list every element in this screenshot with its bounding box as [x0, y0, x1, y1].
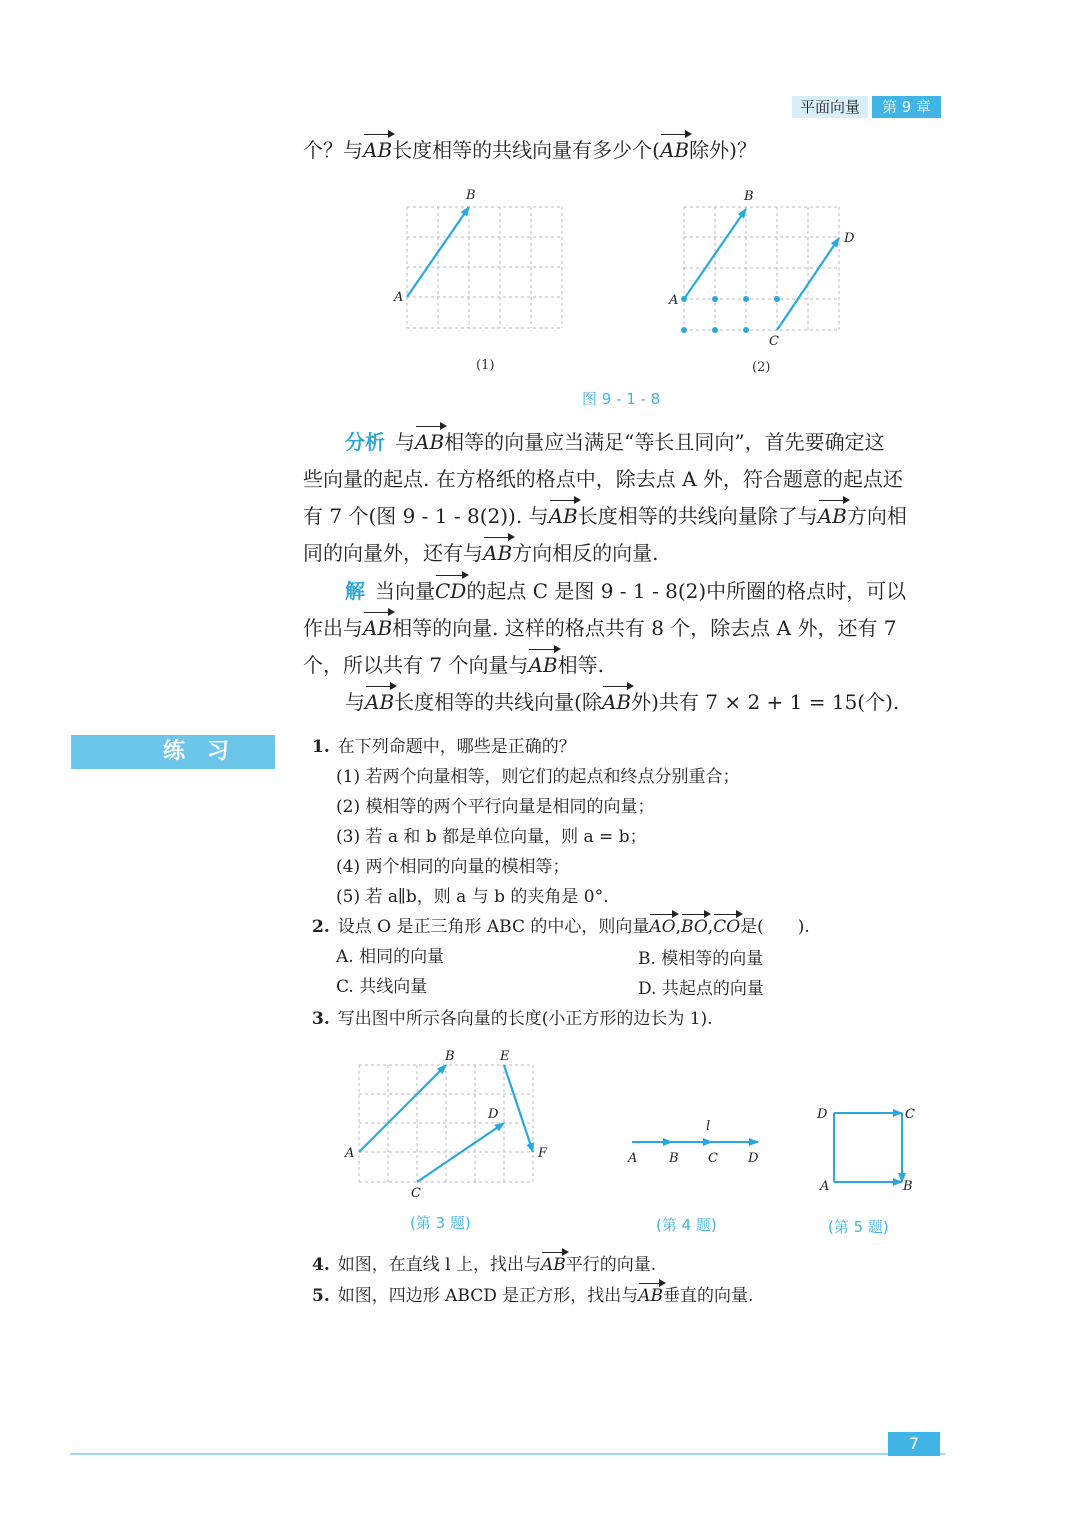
practice-title: 练习 [162, 739, 251, 764]
label-b: B [445, 1049, 455, 1064]
question-text: 垂直的向量. [663, 1286, 754, 1306]
label-c: C [411, 1186, 421, 1201]
vector-ab: AB [818, 498, 847, 535]
label-e: E [500, 1049, 510, 1064]
figure-9-1-8-part2 [665, 180, 865, 345]
question-text: 在下列命题中，哪些是正确的？ [337, 737, 576, 757]
circled-grid-points [681, 296, 780, 333]
subfigure-caption-2: (2) [752, 360, 771, 375]
text: 作出与 [303, 616, 363, 640]
figure-q3 [340, 1045, 560, 1205]
figure-9-1-8-part1 [390, 180, 570, 340]
intro-text: 个？与 [303, 138, 363, 162]
text: 长度相等的共线向量除了与 [577, 504, 818, 528]
vector-ab: AB [541, 1250, 566, 1280]
text: 些向量的起点. 在方格纸的格点中，除去点 A 外，符合题意的起点还 [303, 467, 903, 491]
text: 方向相 [846, 504, 907, 528]
grid [684, 207, 839, 330]
question-text: 如图，四边形 ABCD 是正方形，找出与 [337, 1286, 639, 1306]
text: 有 7 个(图 9 - 1 - 8(2)). 与 [303, 504, 549, 528]
label-d: D [844, 231, 855, 246]
grid [407, 207, 562, 328]
intro-line [303, 132, 943, 169]
question-4 [312, 1250, 656, 1280]
label-a: A [628, 1151, 638, 1166]
label-c: C [708, 1151, 718, 1166]
vector-ab: AB [638, 1281, 663, 1311]
label-b: B [744, 189, 754, 204]
caption-q3: (第 3 题) [410, 1214, 471, 1232]
vector-ab-arrow [359, 1065, 446, 1152]
label-a: A [820, 1179, 830, 1194]
label-a: A [669, 293, 679, 308]
question-1 [312, 732, 739, 912]
practice-banner [71, 735, 275, 769]
vector-ao: AO [649, 912, 675, 942]
label-b: B [466, 188, 476, 203]
vector-co: CO [713, 912, 740, 942]
label-d: D [817, 1107, 828, 1122]
text: 的起点 C 是图 9 - 1 - 8(2)中所圈的格点时，可以 [466, 579, 907, 603]
figure-q4 [620, 1110, 770, 1170]
intro-text: 除外)？ [689, 138, 757, 162]
vector-ab: AB [363, 610, 392, 647]
solution-paragraph [303, 573, 943, 721]
text: 同的向量外，还有与 [303, 541, 483, 565]
analysis-paragraph [303, 424, 943, 572]
vector-ab: AB [528, 647, 557, 684]
question-number: 2. [312, 917, 330, 937]
text: 长度相等的共线向量(除 [394, 690, 602, 714]
vector-bo: BO [681, 912, 708, 942]
question-text: 写出图中所示各向量的长度(小正方形的边长为 1). [337, 1009, 713, 1029]
q1-item-1: (1) 若两个向量相等，则它们的起点和终点分别重合； [336, 767, 740, 787]
label-c: C [905, 1107, 915, 1122]
option-b: B. 模相等的向量 [638, 949, 764, 969]
vector-ef-arrow [504, 1065, 533, 1152]
grid [359, 1065, 533, 1182]
question-number: 1. [312, 737, 330, 757]
vector-ab: AB [549, 498, 578, 535]
label-a: A [394, 290, 404, 305]
vector-cd: CD [435, 573, 466, 610]
q1-item-3: (3) 若 a 和 b 都是单位向量，则 a = b； [336, 827, 647, 847]
subfigure-caption-1: (1) [476, 358, 495, 373]
question-2 [312, 912, 810, 942]
label-b: B [903, 1179, 913, 1194]
vector-cd-arrow [417, 1123, 504, 1182]
question-5 [312, 1281, 753, 1311]
label-l: l [706, 1119, 711, 1134]
solution-keyword: 解 [345, 579, 365, 603]
q1-item-4: (4) 两个相同的向量的模相等； [336, 857, 570, 877]
caption-q5: (第 5 题) [828, 1218, 889, 1236]
text: 相等的向量应当满足“等长且同向”，首先要确定这 [444, 430, 885, 454]
vector-ab: AB [415, 424, 444, 461]
caption-q4: (第 4 题) [656, 1216, 717, 1234]
question-text: 如图，在直线 l 上，找出与 [337, 1255, 541, 1275]
intro-text: 长度相等的共线向量有多少个( [392, 138, 660, 162]
question-number: 4. [312, 1255, 330, 1275]
question-number: 3. [312, 1009, 330, 1029]
text: 相等的向量. 这样的格点共有 8 个，除去点 A 外，还有 7 [392, 616, 897, 640]
text: 个，所以共有 7 个向量与 [303, 653, 529, 677]
question-text: 设点 O 是正三角形 ABC 的中心，则向量 [337, 917, 650, 937]
text: 相等. [557, 653, 604, 677]
label-a: A [345, 1146, 355, 1161]
vector-ab: AB [660, 132, 689, 169]
label-c: C [769, 334, 779, 345]
text: 与 [395, 430, 415, 454]
chapter-header [792, 96, 941, 118]
vector-ab: AB [363, 132, 392, 169]
figure-caption: 图 9 - 1 - 8 [582, 390, 661, 408]
page-number: 7 [888, 1432, 940, 1456]
label-b: B [669, 1151, 679, 1166]
question-number: 5. [312, 1286, 330, 1306]
text: 当向量 [375, 579, 435, 603]
question-text: 是( ). [740, 917, 810, 937]
analysis-keyword: 分析 [345, 430, 385, 454]
option-c: C. 共线向量 [336, 977, 428, 997]
label-d: D [748, 1151, 759, 1166]
separator: , [707, 917, 714, 937]
label-d: D [488, 1107, 499, 1122]
question-text: 平行的向量. [565, 1255, 657, 1275]
label-f: F [538, 1146, 548, 1161]
text: 与 [345, 690, 365, 714]
figure-q5 [808, 1098, 928, 1198]
option-a: A. 相同的向量 [336, 947, 445, 967]
q1-item-2: (2) 模相等的两个平行向量是相同的向量； [336, 797, 655, 817]
option-d: D. 共起点的向量 [638, 979, 764, 999]
text: 方向相反的向量. [512, 541, 659, 565]
section-title: 平面向量 [792, 96, 868, 118]
text: 外)共有 7 × 2 + 1 = 15(个). [631, 690, 900, 714]
vector-ab: AB [483, 535, 512, 572]
separator: , [675, 917, 682, 937]
q1-item-5: (5) 若 a∥b，则 a 与 b 的夹角是 0°. [336, 887, 609, 907]
chapter-badge: 第 9 章 [872, 96, 941, 118]
vector-ab: AB [365, 684, 394, 721]
vector-ab: AB [602, 684, 631, 721]
footer-rule [70, 1453, 945, 1455]
question-3 [312, 1004, 713, 1034]
